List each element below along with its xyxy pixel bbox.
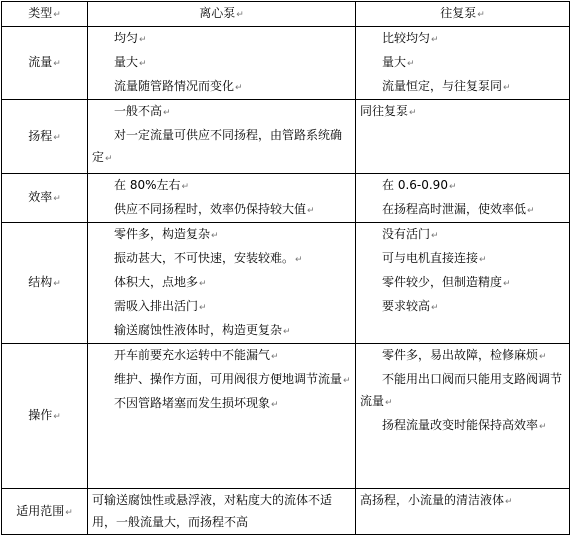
table-row	[2, 174, 570, 223]
row-type-label: 操作 ↵	[2, 344, 88, 489]
reciprocating-cell: 比较均匀 ↵ 量大 ↵ 流量恒定，与往复泵同 ↵	[356, 27, 570, 100]
centrifugal-cell: 在 80%左右 ↵ 供应不同扬程时，效率仍保持较大值 ↵	[88, 174, 356, 223]
reciprocating-cell: 在 0.6-0.90 ↵ 在扬程高时泄漏，使效率低 ↵	[356, 174, 570, 223]
table-row	[2, 489, 570, 535]
table-row	[2, 223, 570, 344]
pump-comparison-table	[1, 1, 570, 535]
centrifugal-cell: 一般不高 ↵ 对一定流量可供应不同扬程，由管路系统确定 ↵	[88, 100, 356, 174]
centrifugal-cell: 开车前要充水运转中不能漏气 ↵ 维护、操作方面，可用阀很方便地调节流量 ↵ 不因管路堵塞而发生损坏现象 ↵	[88, 344, 356, 489]
header-type: 类型 ↵	[2, 2, 88, 27]
header-reciprocating: 往复泵 ↵	[356, 2, 570, 27]
table-row	[2, 344, 570, 489]
row-type-label: 结构 ↵	[2, 223, 88, 344]
reciprocating-cell: 零件多，易出故障，检修麻烦 ↵ 不能用出口阀而只能用支路阀调节流量 ↵ 扬程流量改变时能保持高效率 ↵	[356, 344, 570, 489]
centrifugal-cell: 零件多，构造复杂 ↵ 振动甚大，不可快速，安装较难。 ↵ 体积大，点地多 ↵ 需吸入排出活门 ↵ 输送腐蚀性液体时，构造更复杂 ↵	[88, 223, 356, 344]
reciprocating-cell: 同往复泵 ↵	[356, 100, 570, 174]
reciprocating-cell: 高扬程，小流量的清洁液体 ↵	[356, 489, 570, 535]
row-type-label: 流量 ↵	[2, 27, 88, 100]
table-row	[2, 100, 570, 174]
row-type-label: 扬程 ↵	[2, 100, 88, 174]
centrifugal-cell: 可输送腐蚀性或悬浮液，对粘度大的流体不适用，一般流量大，而扬程不高	[88, 489, 356, 535]
row-type-label: 效率 ↵	[2, 174, 88, 223]
header-centrifugal: 离心泵 ↵	[88, 2, 356, 27]
table-row	[2, 27, 570, 100]
row-type-label: 适用范围 ↵	[2, 489, 88, 535]
header-row	[2, 2, 570, 27]
reciprocating-cell: 没有活门 ↵ 可与电机直接连接 ↵ 零件较少，但制造精度 ↵ 要求较高 ↵	[356, 223, 570, 344]
centrifugal-cell: 均匀 ↵ 量大 ↵ 流量随管路情况而变化 ↵	[88, 27, 356, 100]
